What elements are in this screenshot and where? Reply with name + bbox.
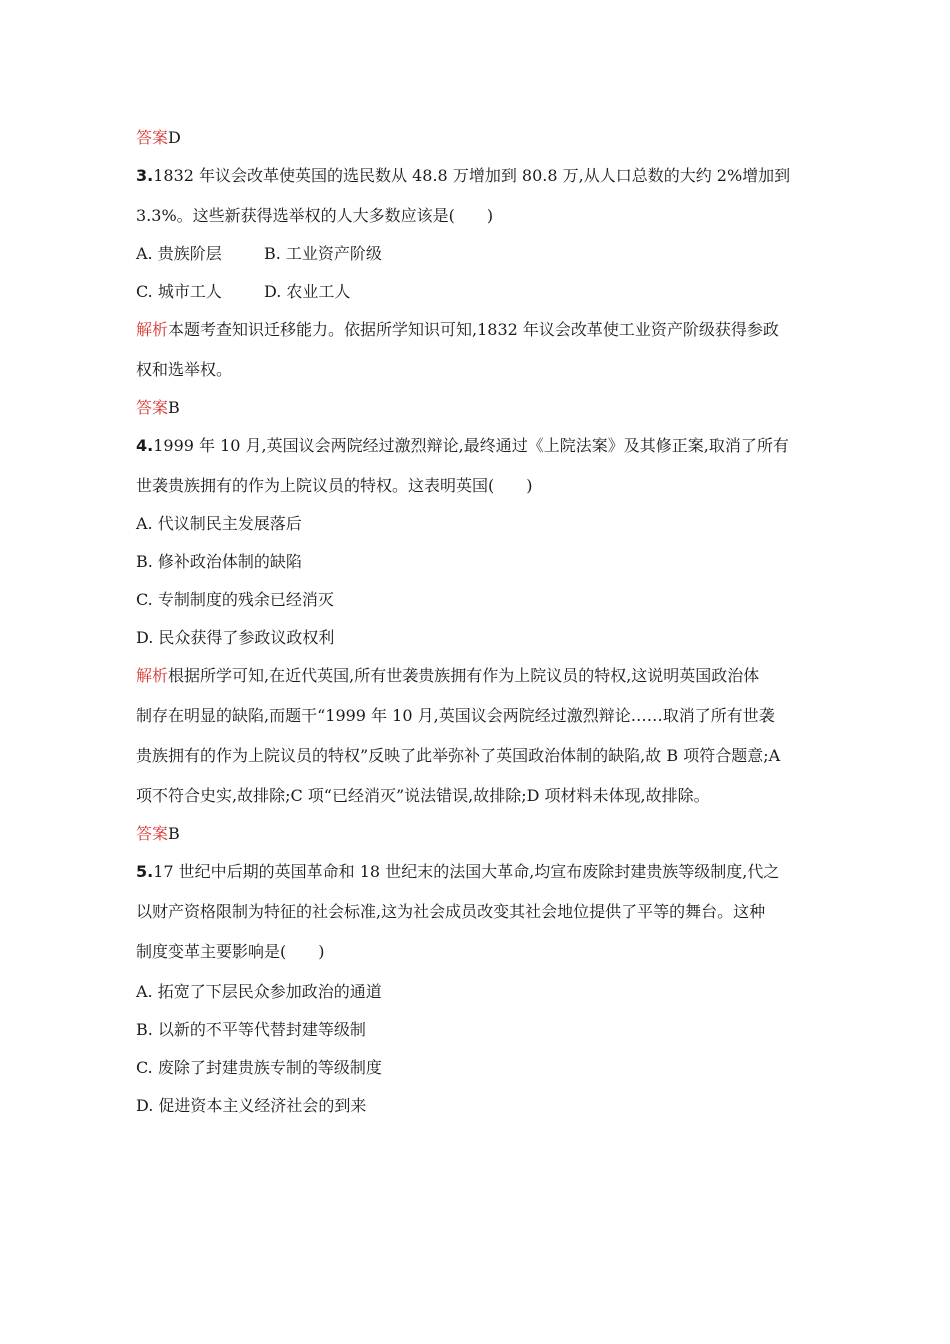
question-4-option-a: A. 代议制民主发展落后: [136, 514, 302, 533]
question-5-option-c: C. 废除了封建贵族专制的等级制度: [136, 1058, 382, 1077]
question-3-analysis-line-1: [136, 320, 779, 340]
question-3-line-2: 3.3%。这些新获得选举权的人大多数应该是( ): [136, 206, 494, 225]
answer-line-prev: [136, 128, 181, 148]
question-number: 5.: [136, 862, 154, 881]
question-4-line-1: [136, 436, 789, 456]
analysis-text: 本题考查知识迁移能力。依据所学知识可知,1832 年议会改革使工业资产阶级获得参政: [168, 320, 779, 339]
answer-label: 答案: [136, 128, 169, 147]
question-4-option-d: D. 民众获得了参政议政权利: [136, 628, 335, 647]
question-4-analysis-line-1: [136, 666, 759, 686]
question-4-analysis-line-2: 制存在明显的缺陷,而题干“1999 年 10 月,英国议会两院经过激烈辩论……取消了所有世袭: [136, 706, 775, 725]
question-4-option-c: C. 专制制度的残余已经消灭: [136, 590, 334, 609]
option-a: A. 贵族阶层: [136, 244, 222, 263]
question-3-options-row-2: [136, 282, 350, 302]
question-3-answer: [136, 398, 180, 418]
question-4-line-2: 世袭贵族拥有的作为上院议员的特权。这表明英国( ): [136, 476, 533, 495]
question-4-option-b: B. 修补政治体制的缺陷: [136, 552, 302, 571]
option-c: C. 城市工人: [136, 282, 222, 301]
question-3-analysis-line-2: 权和选举权。: [136, 360, 233, 379]
question-number: 3.: [136, 166, 154, 185]
analysis-label: 解析: [136, 666, 169, 685]
answer-value: B: [168, 824, 180, 843]
question-text: 17 世纪中后期的英国革命和 18 世纪末的法国大革命,均宣布废除封建贵族等级制度,代之: [153, 862, 780, 881]
question-3-line-1: [136, 166, 790, 186]
answer-value: B: [168, 398, 180, 417]
option-b: B. 工业资产阶级: [264, 244, 382, 263]
answer-label: 答案: [136, 824, 169, 843]
question-number: 4.: [136, 436, 154, 455]
question-4-analysis-line-3: 贵族拥有的作为上院议员的特权”反映了此举弥补了英国政治体制的缺陷,故 B 项符合题意;A: [136, 746, 781, 765]
question-text: 1832 年议会改革使英国的选民数从 48.8 万增加到 80.8 万,从人口总数的大约 2%增加到: [153, 166, 791, 185]
answer-label: 答案: [136, 398, 169, 417]
question-5-line-2: 以财产资格限制为特征的社会标准,这为社会成员改变其社会地位提供了平等的舞台。这种: [136, 902, 766, 921]
analysis-label: 解析: [136, 320, 169, 339]
question-5-line-3: 制度变革主要影响是( ): [136, 942, 325, 961]
question-5-line-1: [136, 862, 779, 882]
option-d: D. 农业工人: [264, 282, 351, 301]
question-5-option-a: A. 拓宽了下层民众参加政治的通道: [136, 982, 382, 1001]
question-4-analysis-line-4: 项不符合史实,故排除;C 项“已经消灭”说法错误,故排除;D 项材料未体现,故排除。: [136, 786, 710, 805]
answer-value: D: [168, 128, 181, 147]
question-4-answer: [136, 824, 180, 844]
question-5-option-d: D. 促进资本主义经济社会的到来: [136, 1096, 367, 1115]
question-5-option-b: B. 以新的不平等代替封建等级制: [136, 1020, 366, 1039]
question-3-options-row-1: [136, 244, 382, 264]
analysis-text: 根据所学可知,在近代英国,所有世袭贵族拥有作为上院议员的特权,这说明英国政治体: [168, 666, 760, 685]
question-text: 1999 年 10 月,英国议会两院经过激烈辩论,最终通过《上院法案》及其修正案,取消了所有: [153, 436, 789, 455]
